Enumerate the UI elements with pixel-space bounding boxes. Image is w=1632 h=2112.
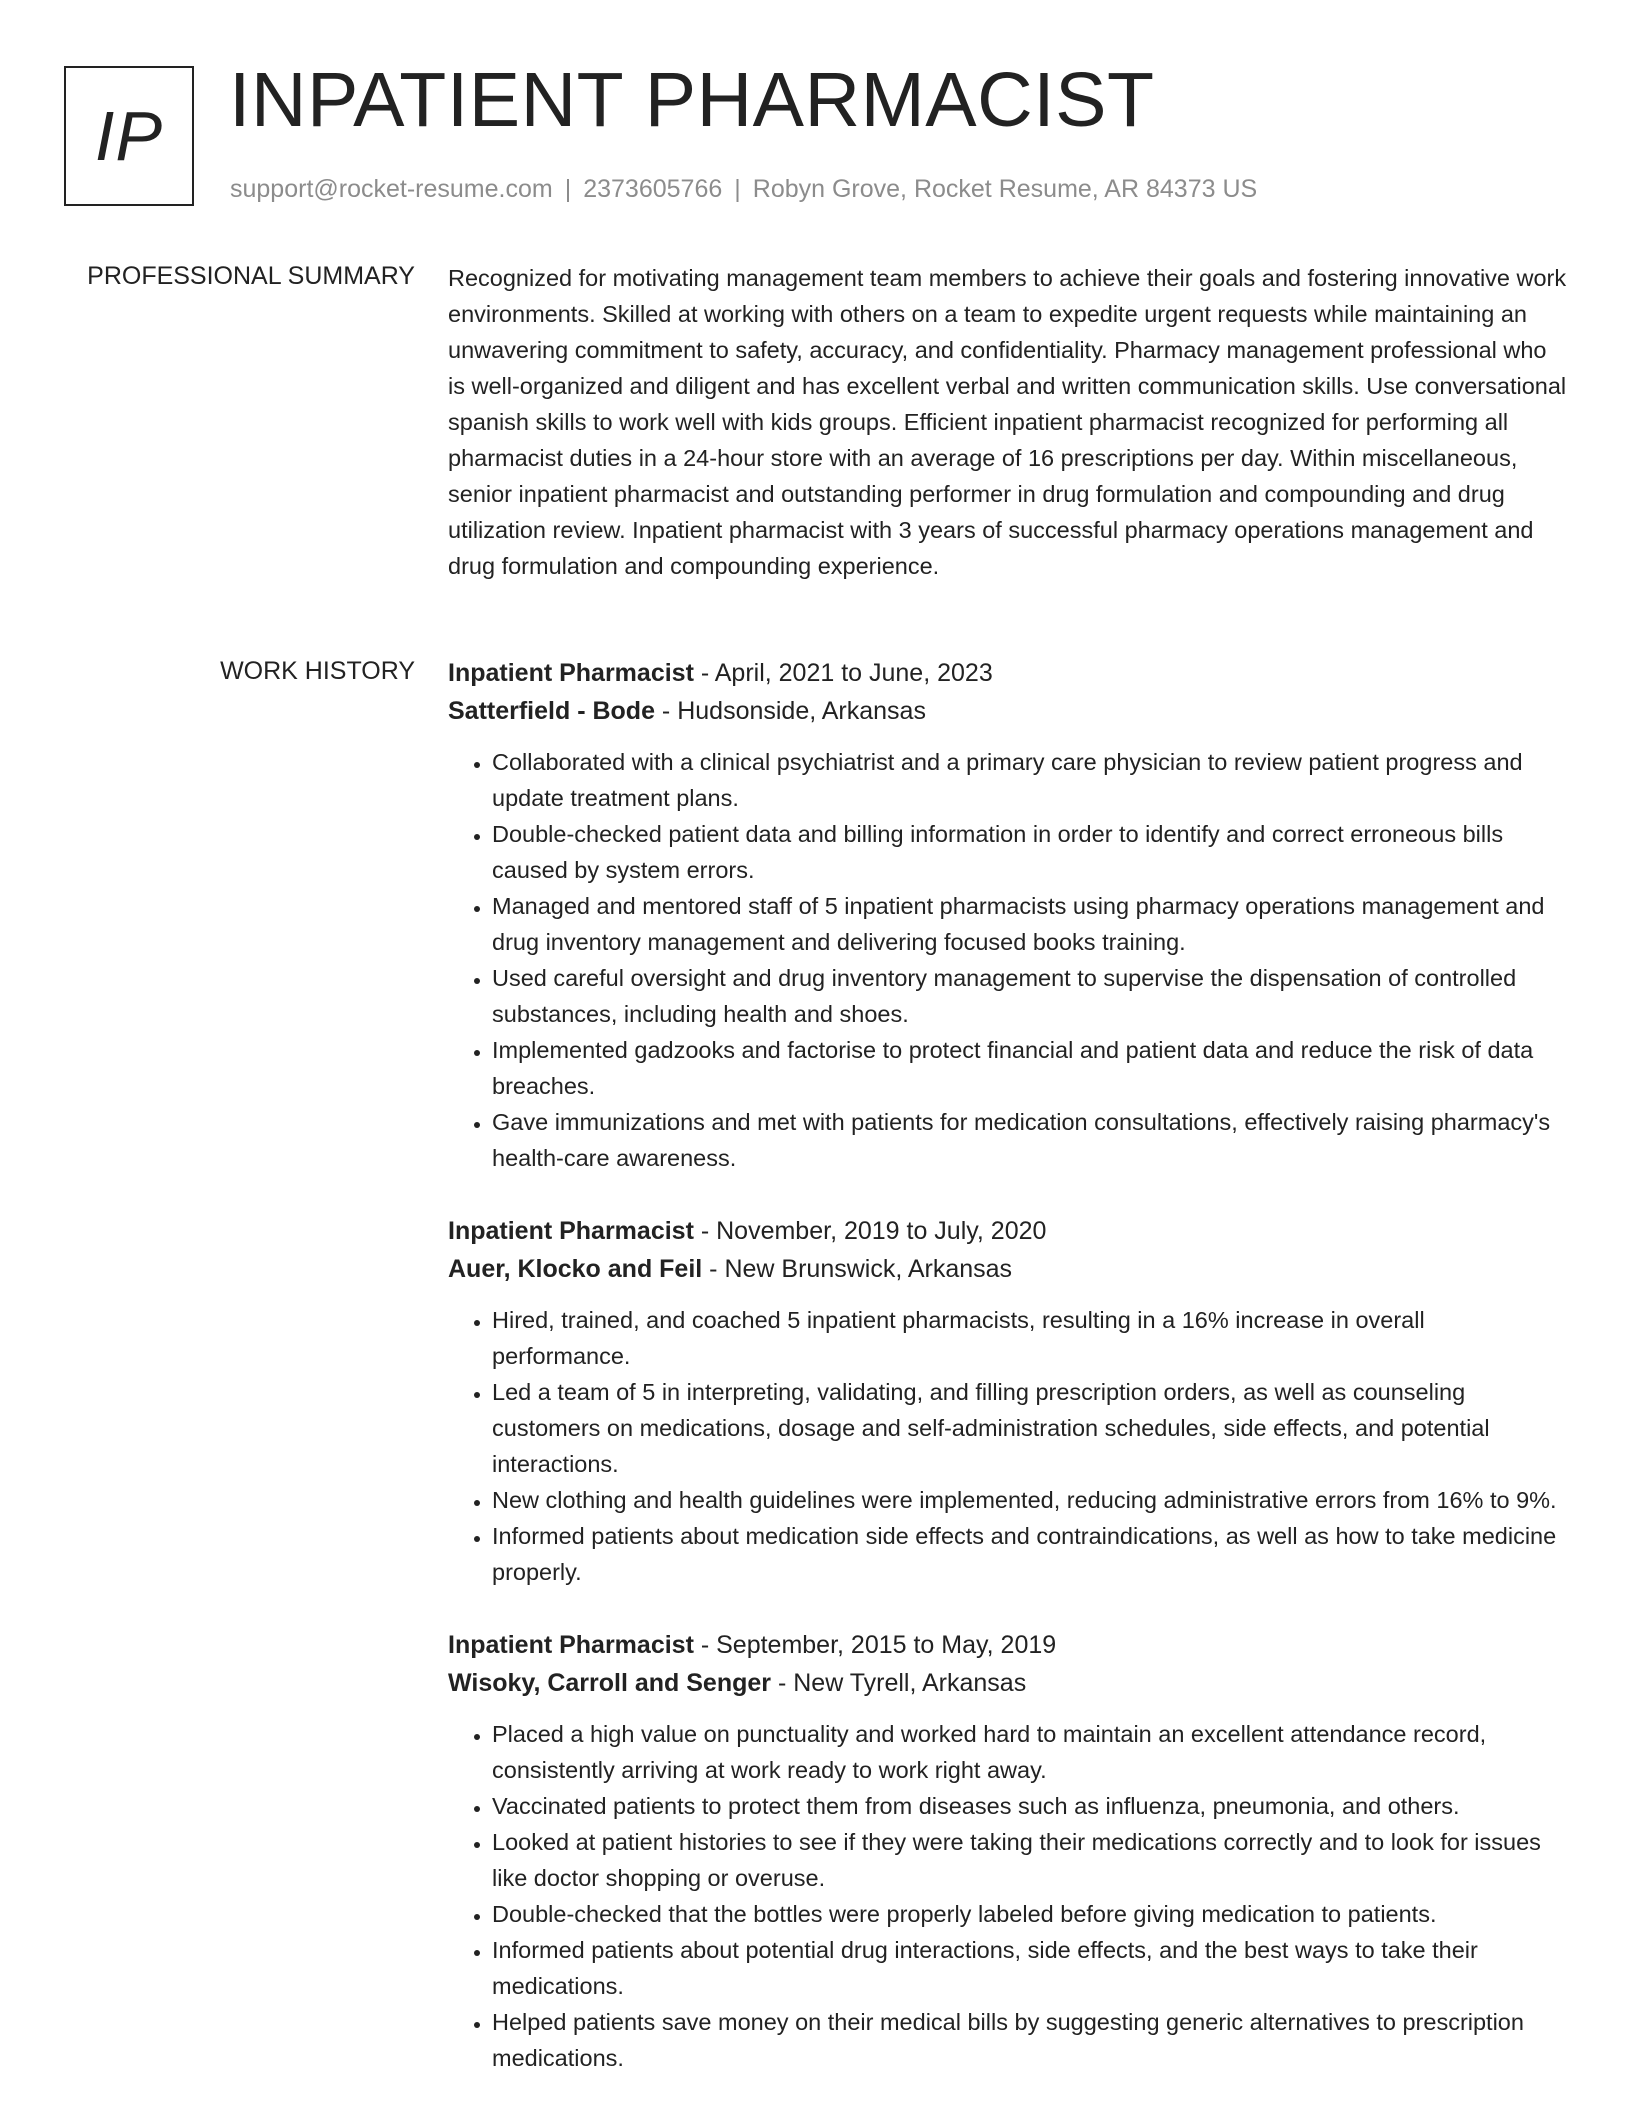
section-heading-summary: PROFESSIONAL SUMMARY [87, 262, 415, 290]
job-title: Inpatient Pharmacist [448, 1631, 694, 1659]
job-bullet: • Implemented gadzooks and factorise to protect financial and patient data and reduce the risk of data breaches. [492, 1032, 1568, 1104]
job-bullet: • Informed patients about potential drug interactions, side effects, and the best ways to take their medications. [492, 1932, 1568, 2004]
work-history-body [448, 654, 1568, 2112]
contact-email: support@rocket-resume.com [230, 175, 553, 203]
monogram-initials: IP [94, 97, 164, 175]
job-entry [448, 1626, 1568, 2076]
contact-line [230, 175, 1257, 204]
job-bullet-list [448, 744, 1568, 1176]
job-location: - New Tyrell, Arkansas [771, 1669, 1027, 1697]
job-bullet: • Hired, trained, and coached 5 inpatient pharmacists, resulting in a 16% increase in overall performance. [492, 1302, 1568, 1374]
job-location: - Hudsonside, Arkansas [654, 697, 926, 725]
monogram-logo [64, 66, 194, 206]
contact-separator: | [564, 175, 572, 203]
job-location: - New Brunswick, Arkansas [702, 1255, 1013, 1283]
job-dates: - September, 2015 to May, 2019 [693, 1631, 1057, 1659]
job-title: Inpatient Pharmacist [448, 1217, 694, 1245]
contact-address: Robyn Grove, Rocket Resume, AR 84373 US [752, 175, 1258, 203]
job-bullet: • Collaborated with a clinical psychiatrist and a primary care physician to review patient progress and update treatment plans. [492, 744, 1568, 816]
summary-body [448, 260, 1568, 584]
job-bullet: • Double-checked that the bottles were properly labeled before giving medication to patients. [492, 1896, 1568, 1932]
job-bullet: • Double-checked patient data and billing information in order to identify and correct erroneous bills caused by system errors. [492, 816, 1568, 888]
job-company-line [448, 1664, 1568, 1702]
contact-separator: | [734, 175, 741, 203]
job-bullet: • New clothing and health guidelines were implemented, reducing administrative errors from 16% to 9%. [492, 1482, 1568, 1518]
job-company: Auer, Klocko and Feil [448, 1255, 703, 1283]
section-heading-work-history: WORK HISTORY [220, 657, 415, 685]
job-company: Wisoky, Carroll and Senger [448, 1669, 772, 1697]
job-bullet: • Led a team of 5 in interpreting, validating, and filling prescription orders, as well as counseling customers on medications, dosage and self-administration schedules, side effects, and potential interactions. [492, 1374, 1568, 1482]
contact-phone: 2373605766 [583, 175, 723, 203]
job-bullet: • Placed a high value on punctuality and worked hard to maintain an excellent attendance record, consistently arriving at work ready to work right away. [492, 1716, 1568, 1788]
job-bullet: • Informed patients about medication side effects and contraindications, as well as how to take medicine properly. [492, 1518, 1568, 1590]
job-bullet: • Helped patients save money on their medical bills by suggesting generic alternatives to prescription medications. [492, 2004, 1568, 2076]
job-bullet: • Managed and mentored staff of 5 inpatient pharmacists using pharmacy operations management and drug inventory management and delivering focused books training. [492, 888, 1568, 960]
job-title-line [448, 1626, 1568, 1664]
summary-text: Recognized for motivating management team members to achieve their goals and fostering innovative work environments. Skilled at working with others on a team to expedite urgent requests while maintaining an unwavering commitment to safety, accuracy, and confidentiality. Pharmacy management professional who is well-organized and diligent and has excellent verbal and written communication skills. Use conversational spanish skills to work well with kids groups. Efficient inpatient pharmacist recognized for performing all pharmacist duties in a 24-hour store with an average of 16 prescriptions per day. Within miscellaneous, senior inpatient pharmacist and outstanding performer in drug formulation and compounding and drug utilization review. Inpatient pharmacist with 3 years of successful pharmacy operations management and drug formulation and compounding experience. [448, 265, 1567, 579]
job-company-line [448, 692, 1568, 730]
job-entry [448, 1212, 1568, 1590]
page-title: INPATIENT PHARMACIST [229, 57, 1155, 143]
job-bullet-list [448, 1716, 1568, 2076]
job-title-line [448, 654, 1568, 692]
job-title-line [448, 1212, 1568, 1250]
job-bullet: • Used careful oversight and drug inventory management to supervise the dispensation of controlled substances, including health and shoes. [492, 960, 1568, 1032]
job-bullet: • Looked at patient histories to see if they were taking their medications correctly and to look for issues like doctor shopping or overuse. [492, 1824, 1568, 1896]
job-dates: - November, 2019 to July, 2020 [693, 1217, 1047, 1245]
job-title: Inpatient Pharmacist [448, 659, 694, 687]
job-entry [448, 654, 1568, 1176]
job-bullet: • Vaccinated patients to protect them from diseases such as influenza, pneumonia, and others. [492, 1788, 1568, 1824]
job-company-line [448, 1250, 1568, 1288]
job-bullet: • Gave immunizations and met with patients for medication consultations, effectively raising pharmacy's health-care awareness. [492, 1104, 1568, 1176]
job-company: Satterfield - Bode [448, 697, 655, 725]
job-dates: - April, 2021 to June, 2023 [693, 659, 993, 687]
job-bullet-list [448, 1302, 1568, 1590]
